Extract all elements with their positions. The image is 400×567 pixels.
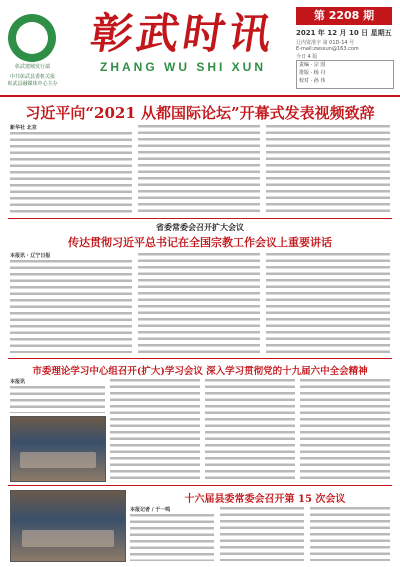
article2-byline: 本报讯 · 辽宁日报: [10, 253, 51, 259]
article2-column: [138, 252, 260, 353]
logo-text: 彰武建城发行端: [14, 64, 50, 70]
article1-byline: 新华社 北京: [10, 125, 37, 131]
organizer-text-2: 彰武县融媒体中心主办: [7, 81, 58, 87]
masthead-header: [0, 0, 400, 97]
article4-byline: 本报记者 / 于一鸣: [130, 507, 171, 513]
page-count: 今日 4 版: [296, 54, 318, 60]
article3-column: [300, 378, 390, 480]
article4-column: [130, 513, 214, 561]
section-divider: [8, 218, 392, 219]
article4-headline: 十六届县委常委会召开第 15 次会议: [184, 494, 346, 505]
committee-photo: [10, 490, 126, 562]
email-info: E-mail:zwsxun@163.com: [296, 46, 359, 52]
issue-date: 2021 年 12 月 10 日 星期五: [296, 29, 392, 37]
organizer-text: 中共彰武县委机关报: [9, 74, 55, 80]
article2-column: [266, 252, 390, 353]
article2-kicker: 省委常委会召开扩大会议: [156, 223, 244, 232]
article3-column: [110, 378, 200, 480]
staff-line: 责编 · 宗 国: [299, 62, 326, 68]
staff-box: [296, 60, 394, 89]
article3-column: [10, 385, 105, 413]
article3-column: [205, 378, 295, 480]
issue-number: 第 2208 期: [296, 7, 392, 25]
article1-column: [10, 131, 132, 213]
article2-column: [10, 259, 132, 353]
section-divider: [8, 485, 392, 486]
article3-headline: 市委理论学习中心组召开(扩大)学习会议 深入学习贯彻党的十九届六中全会精神: [32, 366, 368, 377]
article4-column: [310, 506, 390, 561]
masthead-pinyin: ZHANG WU SHI XUN: [100, 60, 266, 74]
section-divider: [8, 358, 392, 359]
article1-column: [138, 124, 260, 213]
registration-info: 辽内资准字 第 01D-14 号: [296, 40, 355, 46]
staff-line: 排版 · 杨 丹: [299, 70, 326, 76]
article2-headline: 传达贯彻习近平总书记在全国宗教工作会议上重要讲话: [68, 236, 332, 249]
article1-headline: 习近平向“2021 从都国际论坛”开幕式发表视频致辞: [25, 104, 375, 122]
logo-emblem-icon: [8, 14, 56, 62]
article1-column: [266, 124, 390, 213]
masthead-title: 彰武时讯: [87, 9, 279, 58]
meeting-photo: [10, 416, 106, 482]
article4-column: [220, 506, 304, 561]
article3-byline: 本报讯: [10, 379, 26, 385]
staff-line: 校对 · 孙 伟: [299, 78, 326, 84]
